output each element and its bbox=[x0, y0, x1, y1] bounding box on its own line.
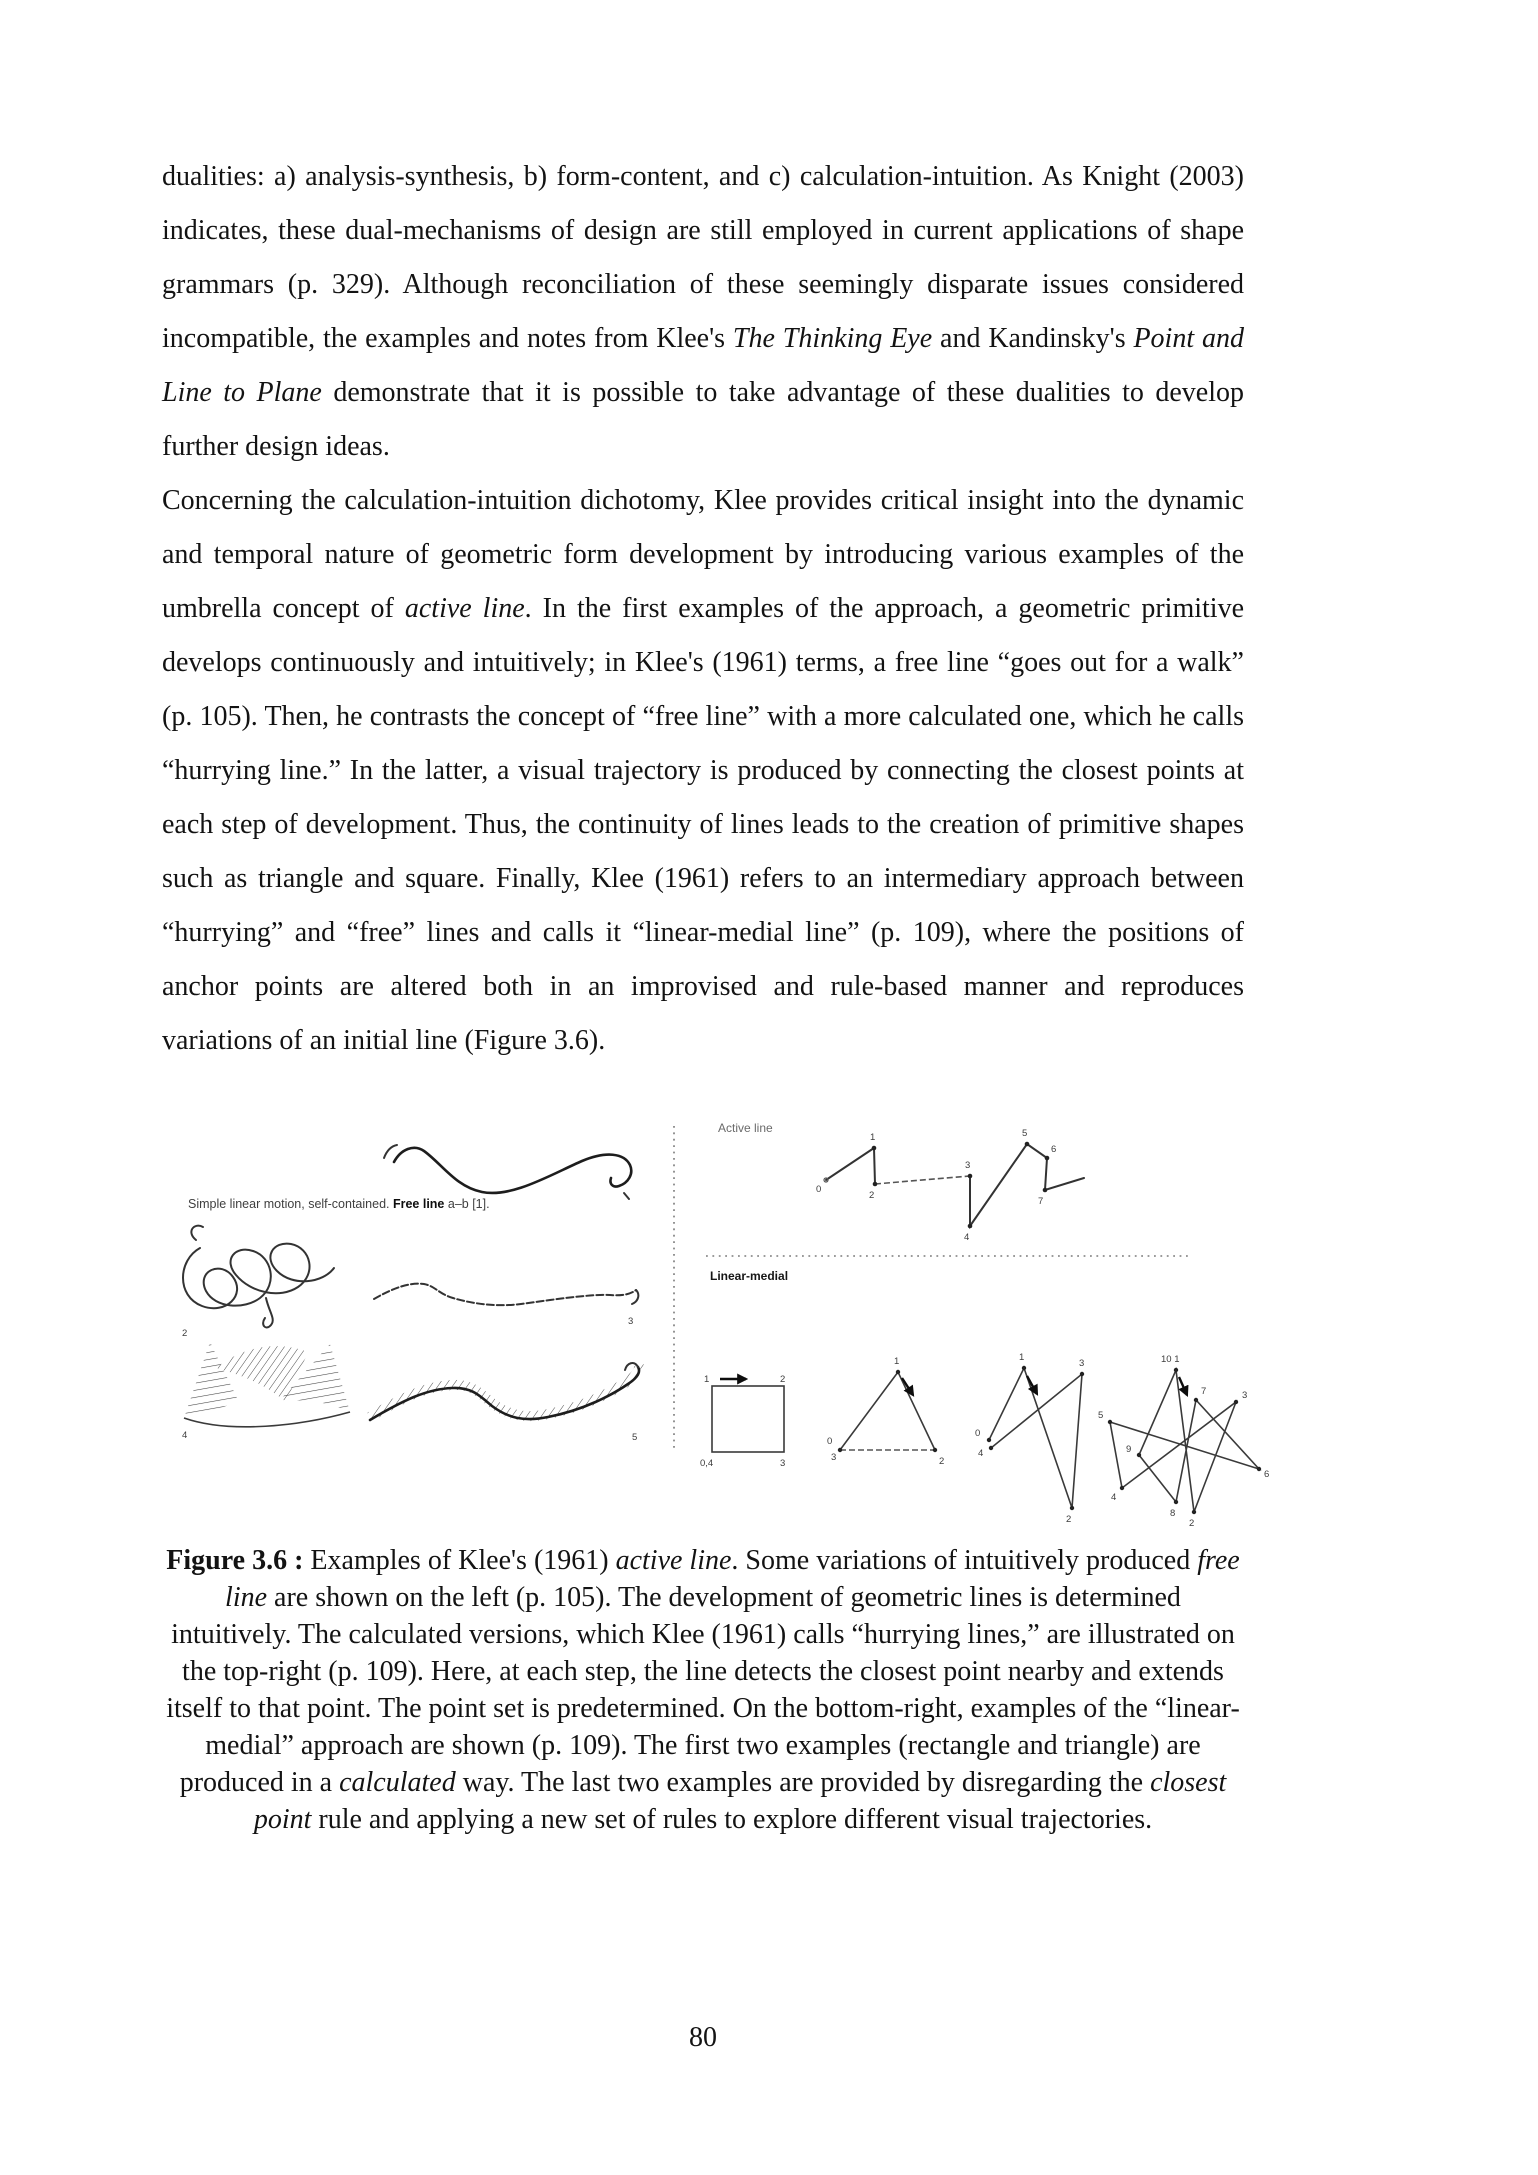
caption-italic-3: calculated bbox=[339, 1767, 456, 1798]
active-point-6: 6 bbox=[1051, 1144, 1057, 1155]
p2-text-2: . In the first examples of the approach, a geometric primitive develops continuously and intuitively; in Klee's (1961) terms, a free line “goes out for a walk” (p. 105). Then, he contrasts the concept of “free line” with a more calculated one, which he calls “hurrying line.” In the latter, a visual trajectory is produced by connecting the closest points at each step of development. Thus, the continuity of lines leads to the creation of primitive shapes such as triangle and square. Finally, Klee (1961) refers to an intermediary approach between “hurrying” and “free” lines and calls it “linear-medial line” (p. 109), where the positions of anchor points are altered both in an improvised and rule-based manner and reproduces variations of an initial line (Figure 3.6). bbox=[162, 593, 1245, 1056]
caption-italic-1: active line bbox=[615, 1545, 732, 1576]
rect-label-04: 0,4 bbox=[700, 1458, 714, 1469]
rect-label-2: 2 bbox=[780, 1374, 786, 1385]
caption-italic-2: free line bbox=[225, 1545, 1240, 1613]
star-label-6: 6 bbox=[1264, 1469, 1270, 1480]
active-point-5: 5 bbox=[1022, 1128, 1028, 1139]
rect-label-3: 3 bbox=[780, 1458, 786, 1469]
zig-label-3: 3 bbox=[1079, 1358, 1085, 1369]
rect-label-1: 1 bbox=[704, 1374, 710, 1385]
figure-3-6-artwork bbox=[158, 1098, 1282, 1528]
caption-text-1: Examples of Klee's (1961) bbox=[303, 1545, 616, 1576]
free-line-drawing-5 bbox=[370, 1363, 639, 1420]
caption-italic-4: closest point bbox=[253, 1767, 1227, 1835]
zig-label-2: 2 bbox=[1066, 1514, 1072, 1525]
p2-text-1: Concerning the calculation-intuition dichotomy, Klee provides critical insight into the dynamic and temporal nature of geometric form development by introducing various examples of the umbrella concept of bbox=[162, 485, 1244, 624]
active-point-7: 7 bbox=[1038, 1196, 1044, 1207]
active-point-1: 1 bbox=[870, 1132, 876, 1143]
caption-text-3: are shown on the left (p. 105). The development of geometric lines is determined intuitively. The calculated versions, which Klee (1961) calls “hurrying lines,” are illustrated on the top-right (p. 109). Here, at each step, the line detects the closest point nearby and extends itself to that point. The point set is predetermined. On the bottom-right, examples of the “linear-medial” approach are shown (p. 109). The first two examples (rectangle and triangle) are produced in a bbox=[166, 1582, 1240, 1798]
free-line-drawing-1 bbox=[384, 1145, 631, 1199]
tri-label-1: 1 bbox=[894, 1356, 900, 1367]
star-label-4: 4 bbox=[1111, 1492, 1117, 1503]
p1-text-3: demonstrate that it is possible to take advantage of these dualities to develop further design ideas. bbox=[162, 377, 1244, 462]
star-label-8: 8 bbox=[1170, 1508, 1176, 1519]
linear-medial-zigzag bbox=[975, 1352, 1084, 1525]
linear-medial-rectangle bbox=[700, 1374, 785, 1469]
active-point-2: 2 bbox=[869, 1190, 875, 1201]
tri-label-2: 2 bbox=[939, 1456, 945, 1467]
active-line-label: Active line bbox=[718, 1121, 773, 1135]
active-point-4: 4 bbox=[964, 1232, 970, 1243]
body-paragraph-1 bbox=[162, 150, 1244, 474]
zig-label-4: 4 bbox=[978, 1448, 984, 1459]
p1-italic-title-2: Point and Line to Plane bbox=[162, 323, 1244, 408]
free-line-5-label: 5 bbox=[632, 1432, 638, 1443]
p1-text-1: dualities: a) analysis-synthesis, b) form-content, and c) calculation-intuition. As Knight (2003) indicates, these dual-mechanisms of design are still employed in current applications of shape grammars (p. 329). Although reconciliation of these seemingly disparate issues considered incompatible, the examples and notes from Klee's bbox=[162, 161, 1244, 354]
p2-italic-term: active line bbox=[404, 593, 525, 624]
star-label-3: 3 bbox=[1242, 1390, 1248, 1401]
linear-medial-star bbox=[1098, 1354, 1269, 1528]
zig-label-1: 1 bbox=[1019, 1352, 1025, 1363]
tri-label-0: 0 bbox=[827, 1436, 833, 1447]
linear-medial-panel bbox=[700, 1269, 1269, 1528]
active-point-3: 3 bbox=[965, 1160, 971, 1171]
star-label-5: 5 bbox=[1098, 1410, 1104, 1421]
figure-caption bbox=[162, 1542, 1244, 1838]
star-label-7: 7 bbox=[1201, 1386, 1207, 1397]
tri-label-3: 3 bbox=[831, 1452, 837, 1463]
free-line-2-label: 2 bbox=[182, 1328, 188, 1339]
free-line-caption: Simple linear motion, self-contained. Free line a–b [1]. bbox=[188, 1197, 490, 1211]
page-number: 80 bbox=[689, 2022, 717, 2053]
star-label-2: 2 bbox=[1189, 1518, 1195, 1528]
zig-label-0: 0 bbox=[975, 1428, 981, 1439]
star-label-10-1: 10 1 bbox=[1161, 1354, 1180, 1365]
caption-text-5: rule and applying a new set of rules to explore different visual trajectories. bbox=[311, 1804, 1153, 1835]
free-line-panel bbox=[182, 1145, 639, 1443]
body-paragraph-2 bbox=[162, 474, 1244, 1068]
caption-text-2: . Some variations of intuitively produced bbox=[731, 1545, 1198, 1576]
free-line-drawing-3 bbox=[374, 1284, 638, 1306]
figure-caption-label: Figure 3.6 : bbox=[166, 1545, 304, 1576]
text-column bbox=[162, 150, 1270, 1838]
star-label-9: 9 bbox=[1126, 1444, 1132, 1455]
free-line-drawing-2 bbox=[183, 1226, 334, 1328]
free-line-4-label: 4 bbox=[182, 1430, 188, 1441]
free-line-3-label: 3 bbox=[628, 1316, 634, 1327]
p1-text-2: and Kandinsky's bbox=[932, 323, 1134, 354]
linear-medial-label: Linear-medial bbox=[710, 1269, 789, 1283]
free-line-drawing-4 bbox=[184, 1342, 350, 1427]
figure-3-6 bbox=[158, 1098, 1282, 1528]
linear-medial-triangle bbox=[827, 1356, 944, 1467]
active-line-polyline bbox=[824, 1142, 1084, 1229]
p1-italic-title-1: The Thinking Eye bbox=[732, 323, 933, 354]
active-line-panel bbox=[718, 1121, 1084, 1243]
active-point-0: 0 bbox=[816, 1184, 822, 1195]
caption-text-4: way. The last two examples are provided by disregarding the bbox=[455, 1767, 1151, 1798]
